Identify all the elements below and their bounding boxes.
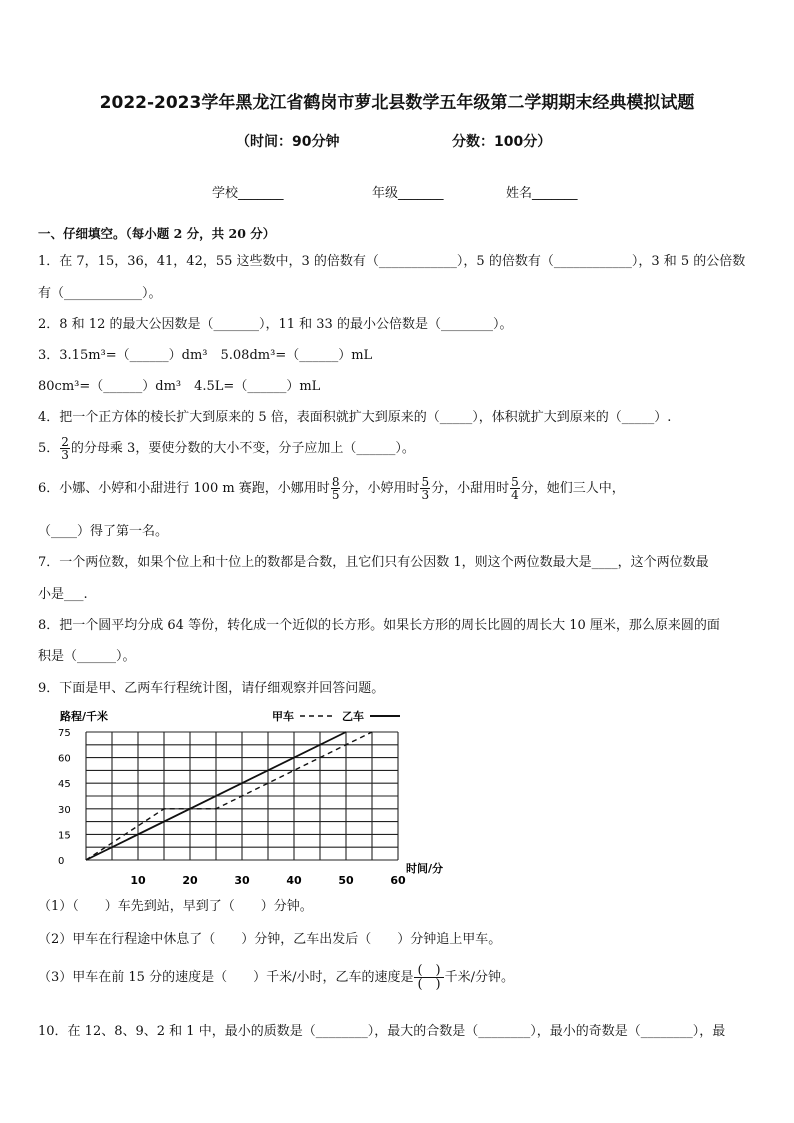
y-tick-label: 75 <box>58 728 71 739</box>
y-tick-label: 60 <box>58 753 71 765</box>
question-4: 4．把一个正方体的棱长扩大到原来的 5 倍，表面积就扩大到原来的（_____），体积就扩大到原来的（_____）. <box>38 410 672 425</box>
chart-ticks <box>58 728 406 887</box>
name-field[interactable]: 姓名_______ <box>506 186 578 201</box>
x-axis-label: 时间/分 <box>406 862 444 875</box>
question-5 <box>38 436 415 461</box>
school-field[interactable]: 学校_______ <box>212 186 284 201</box>
y-tick-label: 15 <box>58 830 71 842</box>
question-6-line2: （____）得了第一名。 <box>38 524 169 539</box>
x-tick-label: 20 <box>182 874 198 887</box>
question-9-part2: （2）甲车在行程途中休息了（ ）分钟，乙车出发后（ ）分钟追上甲车。 <box>38 932 502 947</box>
question-1-line2: 有（____________）。 <box>38 286 162 301</box>
x-tick-label: 50 <box>338 874 354 887</box>
question-8-line1: 8．把一个圆平均分成 64 等份，转化成一个近似的长方形。如果长方形的周长比圆的周长大 10 厘米，那么原来圆的面 <box>38 618 720 633</box>
exam-time: （时间：90分钟 <box>236 134 340 150</box>
y-axis-label: 路程/千米 <box>60 710 109 723</box>
x-tick-label: 30 <box>234 874 250 887</box>
question-1-line1: 1．在 7，15，36，41，42，55 这些数中，3 的倍数有（____________），5 的倍数有（____________），3 和 5 的公倍数 <box>38 254 746 269</box>
question-5-prefix: 5． <box>38 441 60 456</box>
blank-fraction: $\frac{( )}{( )}$ <box>414 964 443 991</box>
exam-score: 分数：100分） <box>452 134 552 150</box>
x-tick-label: 60 <box>390 874 406 887</box>
fraction-5-4: $\frac{5}{4}$ <box>511 475 519 502</box>
question-10: 10．在 12、8、9、2 和 1 中，最小的质数是（________），最大的合数是（________），最小的奇数是（________），最 <box>38 1024 726 1039</box>
fraction-2-3: $\frac{2}{3}$ <box>61 435 69 462</box>
question-7-line2: 小是___. <box>38 587 88 602</box>
question-8-line2: 积是（______）。 <box>38 649 136 664</box>
question-3-line1: 3．3.15m³=（______）dm³ 5.08dm³=（______）mL <box>38 348 373 363</box>
y-tick-label: 30 <box>58 804 71 816</box>
fraction-5-3: $\frac{5}{3}$ <box>421 475 430 502</box>
fraction-8-5: $\frac{8}{5}$ <box>331 475 340 502</box>
question-2: 2．8 和 12 的最大公因数是（_______），11 和 33 的最小公倍数是（________）。 <box>38 317 513 332</box>
travel-chart <box>40 700 460 890</box>
page-title: 2022-2023学年黑龙江省鹤岗市萝北县数学五年级第二学期期末经典模拟试题 <box>99 93 695 113</box>
x-tick-label: 40 <box>286 874 302 887</box>
question-7-line1: 7．一个两位数，如果个位上和十位上的数都是合数，且它们只有公因数 1，则这个两位数最大是____，这个两位数最 <box>38 555 709 570</box>
question-3-line2: 80cm³=（______）dm³ 4.5L=（______）mL <box>38 379 321 394</box>
x-tick-label: 10 <box>130 874 146 887</box>
section-heading: 一、仔细填空。（每小题 2 分，共 20 分） <box>38 226 276 241</box>
question-9-part1: （1）（ ）车先到站，早到了（ ）分钟。 <box>38 899 313 914</box>
question-6-line1: 6．小娜、小婷和小甜进行 100 m 赛跑，小娜用时 $\frac{8}{5}$ 分，小婷用时 $\frac{5}{3}$ 分，小甜用时 $\frac{5}{4}$ 分，她们三人中， <box>38 475 625 502</box>
question-9: 9．下面是甲、乙两车行程统计图，请仔细观察并回答问题。 <box>38 681 385 696</box>
question-9-part3: （3）甲车在前 15 分的速度是（ ）千米/小时，乙车的速度是 $\frac{( )}{( )}$ 千米/分钟。 <box>38 963 515 992</box>
grade-field[interactable]: 年级_______ <box>372 186 444 201</box>
question-5-text: 的分母乘 3，要使分数的大小不变，分子应加上（______）。 <box>70 441 415 456</box>
legend-label-jia: 甲车 <box>272 710 294 723</box>
y-tick-label: 45 <box>58 779 71 791</box>
chart-legend <box>272 709 400 723</box>
y-tick-label: 0 <box>58 856 65 867</box>
legend-label-yi: 乙车 <box>342 710 364 723</box>
